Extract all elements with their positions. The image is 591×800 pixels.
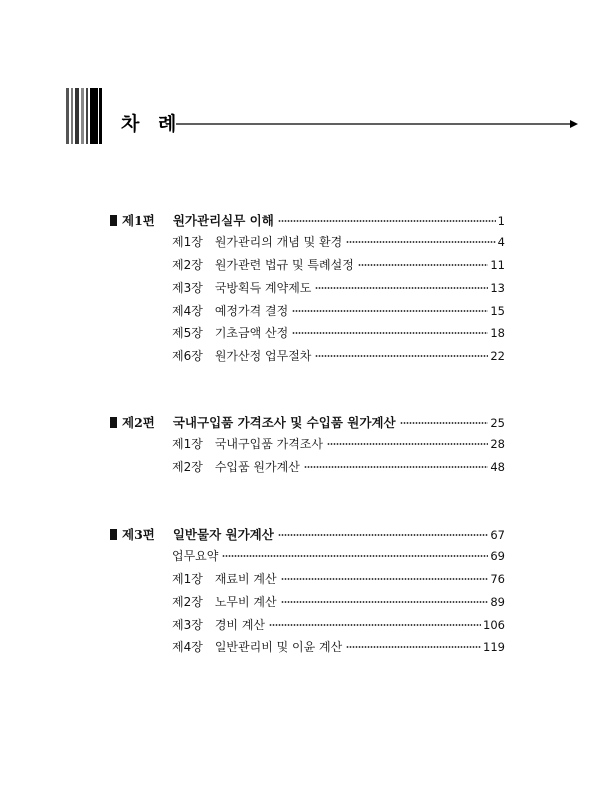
chapter-entry[interactable] (172, 593, 505, 613)
dot-leader (292, 310, 488, 312)
page-number: 13 (490, 281, 505, 295)
dot-leader (315, 287, 488, 289)
dot-leader (327, 443, 488, 445)
chapter-number: 제6장 (172, 349, 203, 363)
square-bullet-icon (110, 215, 117, 226)
dot-leader (358, 264, 489, 266)
chapter-title: 국방획득 계약제도 (214, 281, 312, 295)
page-number: 28 (490, 437, 505, 451)
chapter-title: 재료비 계산 (214, 572, 277, 586)
page-number: 48 (490, 460, 505, 474)
page-number: 4 (497, 235, 505, 249)
dot-leader (400, 422, 489, 424)
chapter-number: 제4장 (172, 304, 203, 318)
page-number: 25 (490, 416, 505, 430)
chapter-entry[interactable] (172, 570, 505, 590)
page-number: 15 (490, 304, 505, 318)
square-bullet-icon (110, 529, 117, 540)
chapter-number: 제1장 (172, 572, 203, 586)
dot-leader (278, 220, 496, 222)
part-entry[interactable] (110, 211, 505, 231)
chapter-title: 기초금액 산정 (214, 326, 289, 340)
chapter-entry[interactable] (172, 547, 505, 567)
dot-leader (278, 534, 489, 536)
part-title: 일반물자 원가계산 (172, 527, 274, 542)
chapter-number: 제5장 (172, 326, 203, 340)
chapter-title: 원가관련 법규 및 특례설정 (214, 258, 354, 272)
dot-leader (281, 578, 489, 580)
page-number: 69 (490, 549, 505, 563)
dot-leader (315, 355, 488, 357)
dot-leader (346, 241, 495, 243)
chapter-entry[interactable] (172, 458, 505, 478)
dot-leader (292, 332, 488, 334)
chapter-entry[interactable] (172, 347, 505, 367)
arrow-right-icon (176, 118, 578, 130)
dot-leader (269, 624, 481, 626)
page-number: 106 (483, 618, 505, 632)
dot-leader (222, 555, 488, 557)
page-number: 67 (490, 528, 505, 542)
part-title: 원가관리실무 이해 (172, 213, 274, 228)
part-title: 국내구입품 가격조사 및 수입품 원가계산 (172, 415, 396, 430)
chapter-title: 수입품 원가계산 (214, 460, 300, 474)
page-number: 1 (497, 214, 505, 228)
chapter-title: 원가산정 업무절차 (214, 349, 312, 363)
dot-leader (281, 601, 489, 603)
page-number: 76 (490, 572, 505, 586)
chapter-number: 제1장 (172, 235, 203, 249)
part-entry[interactable] (110, 525, 505, 545)
chapter-entry[interactable] (172, 302, 505, 322)
barcode-decoration (64, 88, 114, 144)
chapter-entry[interactable] (172, 233, 505, 253)
page-number: 11 (490, 258, 505, 272)
page-number: 89 (490, 595, 505, 609)
chapter-title: 노무비 계산 (214, 595, 277, 609)
chapter-entry[interactable] (172, 324, 505, 344)
part-number: 제3편 (122, 527, 155, 542)
chapter-number: 제1장 (172, 437, 203, 451)
chapter-number: 제3장 (172, 618, 203, 632)
dot-leader (304, 466, 489, 468)
toc-header (64, 88, 524, 148)
chapter-entry[interactable] (172, 435, 505, 455)
page-number: 119 (483, 640, 505, 654)
dot-leader (346, 646, 481, 648)
page-title: 차 례 (121, 113, 183, 135)
chapter-title: 업무요약 (172, 549, 219, 563)
chapter-title: 국내구입품 가격조사 (214, 437, 323, 451)
chapter-number: 제2장 (172, 460, 203, 474)
chapter-title: 원가관리의 개념 및 환경 (214, 235, 343, 249)
page-number: 22 (490, 349, 505, 363)
part-entry[interactable] (110, 413, 505, 433)
square-bullet-icon (110, 417, 117, 428)
page-number: 18 (490, 326, 505, 340)
chapter-number: 제2장 (172, 595, 203, 609)
chapter-number: 제4장 (172, 640, 203, 654)
chapter-entry[interactable] (172, 256, 505, 276)
chapter-entry[interactable] (172, 616, 505, 636)
chapter-number: 제3장 (172, 281, 203, 295)
chapter-title: 예정가격 결정 (214, 304, 289, 318)
chapter-number: 제2장 (172, 258, 203, 272)
chapter-entry[interactable] (172, 279, 505, 299)
chapter-entry[interactable] (172, 638, 505, 658)
part-number: 제2편 (122, 415, 155, 430)
chapter-title: 경비 계산 (214, 618, 266, 632)
chapter-title: 일반관리비 및 이윤 계산 (214, 640, 343, 654)
part-number: 제1편 (122, 213, 155, 228)
